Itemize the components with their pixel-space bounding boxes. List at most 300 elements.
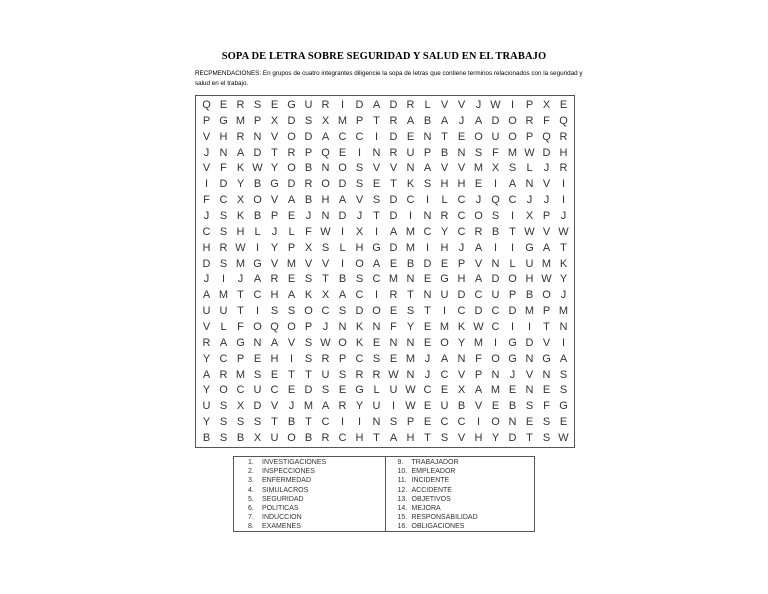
grid-letter[interactable]: S xyxy=(559,384,568,397)
grid-letter[interactable]: P xyxy=(542,305,551,318)
grid-letter[interactable]: N xyxy=(338,321,347,334)
grid-letter[interactable]: M xyxy=(218,289,229,302)
grid-letter[interactable]: A xyxy=(236,146,245,159)
grid-letter[interactable]: S xyxy=(253,368,262,381)
grid-letter[interactable]: D xyxy=(389,209,398,222)
grid-letter[interactable]: I xyxy=(493,178,498,191)
grid-letter[interactable]: T xyxy=(305,416,312,429)
grid-letter[interactable]: J xyxy=(305,209,312,222)
grid-letter[interactable]: R xyxy=(236,98,245,111)
grid-letter[interactable]: P xyxy=(304,146,313,159)
grid-letter[interactable]: L xyxy=(339,241,346,254)
grid-letter[interactable]: V xyxy=(287,336,296,349)
grid-letter[interactable]: W xyxy=(320,336,331,349)
grid-letter[interactable]: S xyxy=(219,257,228,270)
grid-letter[interactable]: S xyxy=(321,241,330,254)
grid-letter[interactable]: A xyxy=(474,241,483,254)
grid-letter[interactable]: J xyxy=(356,209,363,222)
grid-letter[interactable]: L xyxy=(220,321,227,334)
grid-letter[interactable]: X xyxy=(253,432,262,445)
grid-letter[interactable]: G xyxy=(542,352,551,365)
grid-letter[interactable]: N xyxy=(321,209,330,222)
grid-letter[interactable]: L xyxy=(509,257,516,270)
grid-letter[interactable]: H xyxy=(440,178,449,191)
grid-letter[interactable]: M xyxy=(235,257,246,270)
grid-letter[interactable]: G xyxy=(236,336,245,349)
grid-letter[interactable]: I xyxy=(425,241,430,254)
grid-letter[interactable]: Q xyxy=(202,98,211,111)
grid-letter[interactable]: V xyxy=(440,98,449,111)
grid-letter[interactable]: G xyxy=(440,273,449,286)
grid-letter[interactable]: A xyxy=(508,178,517,191)
grid-letter[interactable]: V xyxy=(440,162,449,175)
grid-letter[interactable]: G xyxy=(355,384,364,397)
grid-letter[interactable]: J xyxy=(560,209,567,222)
grid-letter[interactable]: N xyxy=(372,321,381,334)
grid-letter[interactable]: V xyxy=(457,432,466,445)
grid-letter[interactable]: I xyxy=(340,257,345,270)
grid-letter[interactable]: O xyxy=(355,257,364,270)
grid-letter[interactable]: S xyxy=(406,305,415,318)
grid-letter[interactable]: I xyxy=(510,98,515,111)
grid-letter[interactable]: B xyxy=(304,162,313,175)
grid-letter[interactable]: F xyxy=(543,114,550,127)
grid-letter[interactable]: E xyxy=(338,384,347,397)
grid-letter[interactable]: A xyxy=(219,336,228,349)
grid-letter[interactable]: T xyxy=(424,305,431,318)
grid-letter[interactable]: V xyxy=(270,257,279,270)
grid-letter[interactable]: O xyxy=(287,432,296,445)
grid-letter[interactable]: J xyxy=(203,146,210,159)
grid-letter[interactable]: M xyxy=(235,368,246,381)
grid-letter[interactable]: A xyxy=(372,257,381,270)
grid-letter[interactable]: O xyxy=(321,178,330,191)
grid-letter[interactable]: E xyxy=(423,273,432,286)
grid-letter[interactable]: B xyxy=(508,400,517,413)
grid-letter[interactable]: V xyxy=(270,194,279,207)
grid-letter[interactable]: N xyxy=(525,352,534,365)
grid-letter[interactable]: B xyxy=(202,432,211,445)
grid-letter[interactable]: Y xyxy=(491,432,500,445)
grid-letter[interactable]: S xyxy=(355,273,364,286)
grid-letter[interactable]: J xyxy=(509,368,516,381)
grid-letter[interactable]: U xyxy=(491,130,500,143)
grid-letter[interactable]: R xyxy=(321,432,330,445)
grid-letter[interactable]: O xyxy=(338,162,347,175)
grid-letter[interactable]: R xyxy=(355,368,364,381)
grid-letter[interactable]: D xyxy=(338,178,347,191)
grid-letter[interactable]: I xyxy=(493,336,498,349)
grid-letter[interactable]: R xyxy=(304,178,313,191)
grid-letter[interactable]: A xyxy=(287,194,296,207)
grid-letter[interactable]: R xyxy=(559,162,568,175)
grid-letter[interactable]: X xyxy=(270,114,279,127)
grid-letter[interactable]: S xyxy=(304,114,313,127)
grid-letter[interactable]: E xyxy=(423,416,432,429)
grid-letter[interactable]: L xyxy=(254,225,261,238)
grid-letter[interactable]: Y xyxy=(202,384,211,397)
grid-letter[interactable]: P xyxy=(338,352,347,365)
grid-letter[interactable]: E xyxy=(508,384,517,397)
grid-letter[interactable]: H xyxy=(457,178,466,191)
grid-letter[interactable]: C xyxy=(457,194,466,207)
grid-letter[interactable]: I xyxy=(357,146,362,159)
grid-letter[interactable]: S xyxy=(304,352,313,365)
grid-letter[interactable]: G xyxy=(559,400,568,413)
grid-letter[interactable]: N xyxy=(219,146,228,159)
grid-letter[interactable]: E xyxy=(389,305,398,318)
grid-letter[interactable]: S xyxy=(355,178,364,191)
grid-letter[interactable]: U xyxy=(321,368,330,381)
grid-letter[interactable]: C xyxy=(457,209,466,222)
grid-letter[interactable]: B xyxy=(440,146,449,159)
grid-letter[interactable]: N xyxy=(559,321,568,334)
grid-letter[interactable]: S xyxy=(253,98,262,111)
grid-letter[interactable]: I xyxy=(391,400,396,413)
grid-letter[interactable]: T xyxy=(526,432,533,445)
grid-letter[interactable]: V xyxy=(355,194,364,207)
grid-letter[interactable]: E xyxy=(287,384,296,397)
grid-letter[interactable]: C xyxy=(440,368,449,381)
grid-letter[interactable]: A xyxy=(474,273,483,286)
grid-letter[interactable]: X xyxy=(457,384,466,397)
grid-letter[interactable]: H xyxy=(202,241,211,254)
grid-letter[interactable]: V xyxy=(202,130,211,143)
grid-letter[interactable]: E xyxy=(423,400,432,413)
grid-letter[interactable]: H xyxy=(559,146,568,159)
grid-letter[interactable]: N xyxy=(542,368,551,381)
grid-letter[interactable]: D xyxy=(355,305,364,318)
grid-letter[interactable]: D xyxy=(219,178,228,191)
grid-letter[interactable]: R xyxy=(559,130,568,143)
grid-letter[interactable]: Y xyxy=(202,352,211,365)
grid-letter[interactable]: V xyxy=(202,162,211,175)
grid-letter[interactable]: J xyxy=(543,194,550,207)
grid-letter[interactable]: W xyxy=(405,400,416,413)
grid-letter[interactable]: M xyxy=(507,146,518,159)
grid-letter[interactable]: N xyxy=(508,416,517,429)
grid-letter[interactable]: N xyxy=(525,384,534,397)
grid-letter[interactable]: R xyxy=(525,114,534,127)
grid-letter[interactable]: C xyxy=(508,194,517,207)
grid-letter[interactable]: C xyxy=(457,225,466,238)
grid-letter[interactable]: W xyxy=(252,162,263,175)
grid-letter[interactable]: G xyxy=(287,98,296,111)
grid-letter[interactable]: S xyxy=(440,432,449,445)
grid-letter[interactable]: I xyxy=(289,352,294,365)
grid-letter[interactable]: S xyxy=(542,416,551,429)
grid-letter[interactable]: J xyxy=(526,194,533,207)
grid-letter[interactable]: P xyxy=(355,114,364,127)
grid-letter[interactable]: P xyxy=(253,114,262,127)
grid-letter[interactable]: E xyxy=(389,257,398,270)
grid-letter[interactable]: U xyxy=(202,305,211,318)
grid-letter[interactable]: R xyxy=(440,209,449,222)
grid-letter[interactable]: A xyxy=(372,98,381,111)
grid-letter[interactable]: U xyxy=(406,146,415,159)
grid-letter[interactable]: I xyxy=(340,416,345,429)
grid-letter[interactable]: A xyxy=(440,352,449,365)
grid-letter[interactable]: W xyxy=(558,225,569,238)
grid-letter[interactable]: M xyxy=(405,352,416,365)
grid-letter[interactable]: D xyxy=(389,130,398,143)
grid-letter[interactable]: F xyxy=(305,225,312,238)
grid-letter[interactable]: J xyxy=(203,273,210,286)
grid-letter[interactable]: J xyxy=(424,368,431,381)
grid-letter[interactable]: D xyxy=(304,130,313,143)
grid-letter[interactable]: M xyxy=(558,305,569,318)
grid-letter[interactable]: T xyxy=(237,305,244,318)
grid-letter[interactable]: O xyxy=(287,130,296,143)
grid-letter[interactable]: T xyxy=(543,321,550,334)
grid-letter[interactable]: F xyxy=(220,162,227,175)
grid-letter[interactable]: I xyxy=(510,241,515,254)
grid-letter[interactable]: W xyxy=(524,146,535,159)
grid-letter[interactable]: T xyxy=(373,432,380,445)
grid-letter[interactable]: W xyxy=(473,321,484,334)
grid-letter[interactable]: H xyxy=(355,241,364,254)
grid-letter[interactable]: U xyxy=(440,289,449,302)
grid-letter[interactable]: J xyxy=(237,273,244,286)
grid-letter[interactable]: S xyxy=(321,384,330,397)
grid-letter[interactable]: O xyxy=(372,305,381,318)
grid-letter[interactable]: J xyxy=(475,98,482,111)
grid-letter[interactable]: C xyxy=(491,321,500,334)
grid-letter[interactable]: R xyxy=(270,273,279,286)
grid-letter[interactable]: A xyxy=(321,400,330,413)
grid-letter[interactable]: A xyxy=(202,368,211,381)
grid-letter[interactable]: F xyxy=(475,352,482,365)
grid-letter[interactable]: R xyxy=(321,98,330,111)
grid-letter[interactable]: B xyxy=(253,178,262,191)
grid-letter[interactable]: C xyxy=(491,305,500,318)
grid-letter[interactable]: X xyxy=(321,289,330,302)
grid-letter[interactable]: L xyxy=(441,194,448,207)
grid-letter[interactable]: C xyxy=(440,416,449,429)
grid-letter[interactable]: X xyxy=(525,209,534,222)
grid-letter[interactable]: N xyxy=(525,178,534,191)
grid-letter[interactable]: H xyxy=(270,289,279,302)
grid-letter[interactable]: D xyxy=(287,114,296,127)
grid-letter[interactable]: K xyxy=(406,178,415,191)
grid-letter[interactable]: O xyxy=(304,305,313,318)
grid-letter[interactable]: O xyxy=(491,352,500,365)
grid-letter[interactable]: C xyxy=(457,416,466,429)
grid-letter[interactable]: E xyxy=(253,352,262,365)
grid-letter[interactable]: X xyxy=(236,194,245,207)
grid-letter[interactable]: R xyxy=(406,98,415,111)
grid-letter[interactable]: H xyxy=(474,432,483,445)
grid-letter[interactable]: T xyxy=(288,368,295,381)
grid-letter[interactable]: I xyxy=(510,321,515,334)
grid-letter[interactable]: C xyxy=(474,289,483,302)
grid-letter[interactable]: E xyxy=(270,368,279,381)
grid-letter[interactable]: P xyxy=(508,289,517,302)
grid-letter[interactable]: E xyxy=(406,130,415,143)
grid-letter[interactable]: S xyxy=(372,352,381,365)
grid-letter[interactable]: X xyxy=(304,241,313,254)
grid-letter[interactable]: J xyxy=(475,194,482,207)
grid-letter[interactable]: T xyxy=(407,289,414,302)
grid-letter[interactable]: N xyxy=(372,146,381,159)
grid-letter[interactable]: D xyxy=(457,289,466,302)
grid-letter[interactable]: P xyxy=(457,257,466,270)
grid-letter[interactable]: N xyxy=(389,336,398,349)
grid-letter[interactable]: N xyxy=(491,368,500,381)
grid-letter[interactable]: E xyxy=(270,98,279,111)
grid-letter[interactable]: C xyxy=(253,289,262,302)
grid-letter[interactable]: D xyxy=(287,178,296,191)
grid-letter[interactable]: S xyxy=(542,432,551,445)
grid-letter[interactable]: C xyxy=(372,273,381,286)
grid-letter[interactable]: O xyxy=(338,336,347,349)
grid-letter[interactable]: M xyxy=(405,241,416,254)
grid-letter[interactable]: N xyxy=(491,257,500,270)
grid-letter[interactable]: V xyxy=(202,321,211,334)
grid-letter[interactable]: E xyxy=(559,98,568,111)
grid-letter[interactable]: G xyxy=(508,336,517,349)
grid-letter[interactable]: C xyxy=(355,352,364,365)
grid-letter[interactable]: P xyxy=(270,209,279,222)
grid-letter[interactable]: Y xyxy=(355,400,364,413)
grid-letter[interactable]: R xyxy=(236,130,245,143)
grid-letter[interactable]: D xyxy=(338,209,347,222)
grid-letter[interactable]: B xyxy=(236,432,245,445)
grid-letter[interactable]: E xyxy=(525,416,534,429)
grid-letter[interactable]: S xyxy=(389,416,398,429)
grid-letter[interactable]: O xyxy=(287,321,296,334)
grid-letter[interactable]: M xyxy=(524,305,535,318)
grid-letter[interactable]: E xyxy=(219,98,228,111)
grid-letter[interactable]: S xyxy=(338,305,347,318)
grid-letter[interactable]: A xyxy=(440,114,449,127)
grid-letter[interactable]: I xyxy=(357,416,362,429)
grid-letter[interactable]: T xyxy=(271,416,278,429)
grid-letter[interactable]: T xyxy=(373,114,380,127)
grid-letter[interactable]: E xyxy=(457,130,466,143)
grid-letter[interactable]: A xyxy=(321,130,330,143)
grid-letter[interactable]: I xyxy=(527,321,532,334)
grid-letter[interactable]: E xyxy=(423,321,432,334)
grid-letter[interactable]: X xyxy=(491,162,500,175)
grid-letter[interactable]: C xyxy=(321,305,330,318)
grid-letter[interactable]: P xyxy=(287,241,296,254)
grid-letter[interactable]: Q xyxy=(491,194,500,207)
grid-letter[interactable]: O xyxy=(474,209,483,222)
grid-letter[interactable]: A xyxy=(406,114,415,127)
grid-letter[interactable]: V xyxy=(270,400,279,413)
grid-letter[interactable]: E xyxy=(542,384,551,397)
grid-letter[interactable]: T xyxy=(390,178,397,191)
grid-letter[interactable]: H xyxy=(321,194,330,207)
grid-letter[interactable]: B xyxy=(406,257,415,270)
grid-letter[interactable]: V xyxy=(389,162,398,175)
grid-letter[interactable]: P xyxy=(304,321,313,334)
grid-letter[interactable]: K xyxy=(304,289,313,302)
grid-letter[interactable]: D xyxy=(389,98,398,111)
grid-letter[interactable]: O xyxy=(219,384,228,397)
grid-letter[interactable]: B xyxy=(304,432,313,445)
grid-letter[interactable]: A xyxy=(338,289,347,302)
grid-letter[interactable]: G xyxy=(219,114,228,127)
grid-letter[interactable]: D xyxy=(525,336,534,349)
grid-letter[interactable]: E xyxy=(338,146,347,159)
grid-letter[interactable]: O xyxy=(542,289,551,302)
grid-letter[interactable]: X xyxy=(542,98,551,111)
grid-letter[interactable]: J xyxy=(543,162,550,175)
grid-letter[interactable]: J xyxy=(458,241,465,254)
grid-letter[interactable]: C xyxy=(457,305,466,318)
grid-letter[interactable]: I xyxy=(561,336,566,349)
grid-letter[interactable]: C xyxy=(423,225,432,238)
grid-letter[interactable]: D xyxy=(423,257,432,270)
grid-letter[interactable]: V xyxy=(542,336,551,349)
grid-letter[interactable]: S xyxy=(525,400,534,413)
grid-letter[interactable]: L xyxy=(424,98,431,111)
grid-letter[interactable]: S xyxy=(508,162,517,175)
grid-letter[interactable]: R xyxy=(389,289,398,302)
grid-letter[interactable]: H xyxy=(440,241,449,254)
grid-letter[interactable]: I xyxy=(476,416,481,429)
grid-letter[interactable]: S xyxy=(219,400,228,413)
grid-letter[interactable]: X xyxy=(321,114,330,127)
grid-letter[interactable]: J xyxy=(288,400,295,413)
grid-letter[interactable]: E xyxy=(474,178,483,191)
grid-letter[interactable]: T xyxy=(560,241,567,254)
grid-letter[interactable]: M xyxy=(303,400,314,413)
grid-letter[interactable]: S xyxy=(423,178,432,191)
grid-letter[interactable]: C xyxy=(219,352,228,365)
grid-letter[interactable]: N xyxy=(406,368,415,381)
grid-letter[interactable]: G xyxy=(253,257,262,270)
grid-letter[interactable]: X xyxy=(236,400,245,413)
grid-letter[interactable]: Y xyxy=(270,241,279,254)
grid-letter[interactable]: T xyxy=(373,209,380,222)
grid-letter[interactable]: I xyxy=(340,98,345,111)
grid-letter[interactable]: C xyxy=(338,432,347,445)
grid-letter[interactable]: D xyxy=(474,305,483,318)
grid-letter[interactable]: A xyxy=(389,225,398,238)
grid-letter[interactable]: D xyxy=(253,146,262,159)
grid-letter[interactable]: E xyxy=(491,400,500,413)
grid-letter[interactable]: A xyxy=(389,432,398,445)
grid-letter[interactable]: D xyxy=(508,432,517,445)
grid-letter[interactable]: W xyxy=(235,241,246,254)
grid-letter[interactable]: P xyxy=(542,209,551,222)
grid-letter[interactable]: J xyxy=(458,114,465,127)
grid-letter[interactable]: Q xyxy=(559,114,568,127)
grid-letter[interactable]: F xyxy=(237,321,244,334)
grid-letter[interactable]: J xyxy=(560,289,567,302)
grid-letter[interactable]: T xyxy=(424,432,431,445)
grid-letter[interactable]: J xyxy=(424,352,431,365)
grid-letter[interactable]: P xyxy=(236,352,245,365)
grid-letter[interactable]: U xyxy=(253,384,262,397)
grid-letter[interactable]: V xyxy=(457,162,466,175)
grid-letter[interactable]: W xyxy=(405,384,416,397)
grid-letter[interactable]: Y xyxy=(406,321,415,334)
grid-letter[interactable]: G xyxy=(525,241,534,254)
grid-letter[interactable]: O xyxy=(508,130,517,143)
grid-letter[interactable]: N xyxy=(423,209,432,222)
grid-letter[interactable]: S xyxy=(219,432,228,445)
grid-letter[interactable]: K xyxy=(355,321,364,334)
grid-letter[interactable]: B xyxy=(338,273,347,286)
grid-letter[interactable]: L xyxy=(288,225,295,238)
grid-letter[interactable]: E xyxy=(423,336,432,349)
grid-letter[interactable]: C xyxy=(338,130,347,143)
grid-letter[interactable]: Y xyxy=(202,416,211,429)
